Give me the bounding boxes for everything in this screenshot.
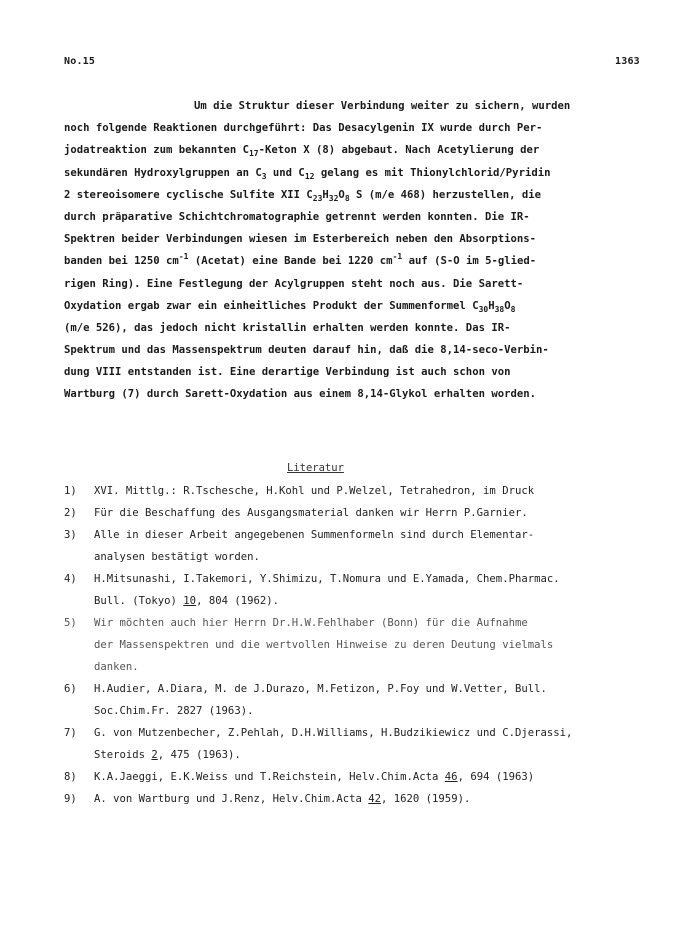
reference-text: G. von Mutzenbecher, Z.Pehlah, D.H.Williams, H.Budzikiewicz und C.Djerassi, Steroids 2, 475 (1963).: [94, 727, 573, 761]
reference-item: [64, 722, 664, 766]
reference-item: [64, 568, 664, 612]
reference-number: 9): [64, 793, 77, 805]
reference-item: [64, 766, 664, 788]
reference-number: 1): [64, 485, 77, 497]
reference-number: 7): [64, 727, 77, 739]
reference-number: 4): [64, 573, 77, 585]
reference-number: 6): [64, 683, 77, 695]
body-line: rigen Ring). Eine Festlegung der Acylgruppen steht noch aus. Die Sarett-: [64, 277, 524, 290]
body-line: Oxydation ergab zwar ein einheitliches Produkt der Summenformel $C_{30}H_{38}O_8$: [64, 299, 516, 314]
reference-item: [64, 480, 664, 502]
reference-text: Wir möchten auch hier Herrn Dr.H.W.Fehlhaber (Bonn) für die Aufnahme der Massenspektren und die wertvollen Hinweise zu deren Deutung vielmals danken.: [94, 617, 554, 673]
body-line: (m/e 526), das jedoch nicht kristallin erhalten werden konnte. Das IR-: [64, 321, 511, 334]
body-text: [64, 95, 644, 406]
reference-number: 8): [64, 771, 77, 783]
reference-item: [64, 788, 664, 810]
reference-text: XVI. Mittlg.: R.Tschesche, H.Kohl und P.Welzel, Tetrahedron, im Druck: [94, 485, 535, 497]
body-line: sekundären Hydroxylgruppen an $C_3$ und $C_{12}$ gelang es mit Thionylchlorid/Pyridin: [64, 166, 551, 181]
body-line: 2 stereoisomere cyclische Sulfite XII $C_{23}H_{32}O_8$ S (m/e 468) herzustellen, die: [64, 188, 541, 203]
reference-text: H.Mitsunashi, I.Takemori, Y.Shimizu, T.Nomura und E.Yamada, Chem.Pharmac. Bull. (Tokyo) 10, 804 (1962).: [94, 573, 560, 607]
body-line: Spektren beider Verbindungen wiesen im Esterbereich neben den Absorptions-: [64, 233, 536, 246]
body-line: dung VIII entstanden ist. Eine derartige Verbindung ist auch schon von: [64, 366, 511, 379]
journal-issue-number: No.15: [64, 56, 96, 67]
reference-number: 2): [64, 507, 77, 519]
reference-text: Für die Beschaffung des Ausgangsmaterial danken wir Herrn P.Garnier.: [94, 507, 528, 519]
body-line: Um die Struktur dieser Verbindung weiter zu sichern, wurden: [194, 100, 571, 112]
body-line: Spektrum und das Massenspektrum deuten darauf hin, daß die 8,14-seco-Verbin-: [64, 344, 549, 357]
reference-number: 3): [64, 529, 77, 541]
body-line: noch folgende Reaktionen durchgeführt: Das Desacylgenin IX wurde durch Per-: [64, 122, 543, 135]
reference-list: [64, 480, 664, 810]
reference-item: [64, 678, 664, 722]
body-line: Wartburg (7) durch Sarett-Oxydation aus einem 8,14-Glykol erhalten worden.: [64, 388, 536, 401]
reference-item: [64, 502, 664, 524]
body-line: durch präparative Schichtchromatographie getrennt werden konnten. Die IR-: [64, 210, 530, 223]
reference-text: A. von Wartburg und J.Renz, Helv.Chim.Acta 42, 1620 (1959).: [94, 793, 471, 805]
literature-heading: Literatur: [287, 462, 344, 474]
reference-text: K.A.Jaeggi, E.K.Weiss und T.Reichstein, Helv.Chim.Acta 46, 694 (1963): [94, 771, 535, 783]
reference-item: [64, 612, 664, 678]
page-number: 1363: [615, 56, 640, 67]
reference-item: [64, 524, 664, 568]
body-line: jodatreaktion zum bekannten $C_{17}$-Keton X (8) abgebaut. Nach Acetylierung der: [64, 144, 540, 159]
reference-text: H.Audier, A.Diara, M. de J.Durazo, M.Fetizon, P.Foy und W.Vetter, Bull. Soc.Chim.Fr. 2827 (1963).: [94, 683, 547, 717]
body-line: banden bei 1250 $cm^{-1}$ (Acetat) eine Bande bei 1220 $cm^{-1}$ auf (S-O im 5-glied-: [64, 252, 537, 268]
reference-number: 5): [64, 617, 77, 629]
reference-text: Alle in dieser Arbeit angegebenen Summenformeln sind durch Elementar- analysen bestätigt worden.: [94, 529, 535, 563]
